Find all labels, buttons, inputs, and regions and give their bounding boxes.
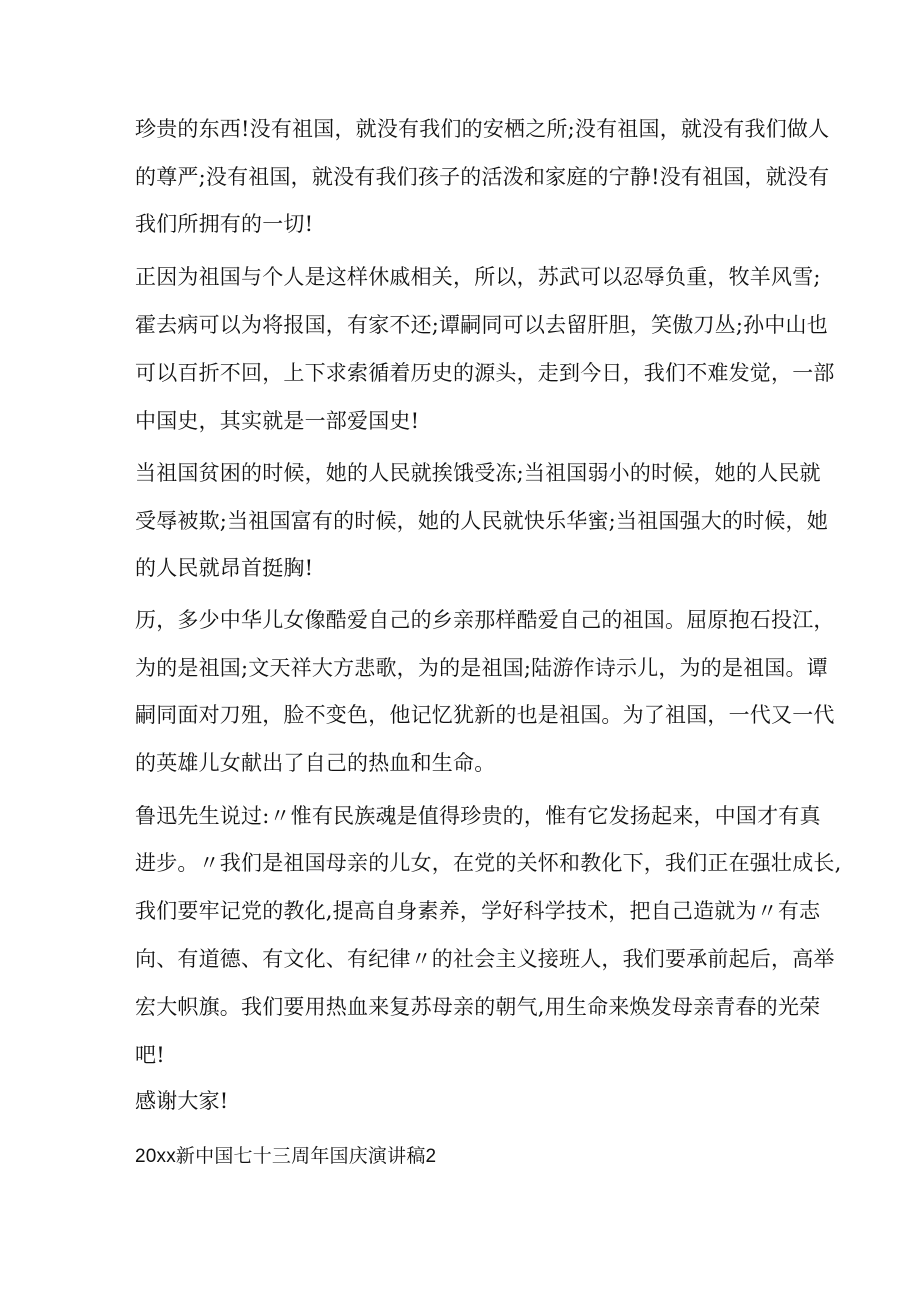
text-line: 鲁迅先生说过:〃惟有民族魂是值得珍贵的，惟有它发扬起来，中国才有真 bbox=[135, 804, 821, 828]
text-line: 珍贵的东西!没有祖国，就没有我们的安栖之所;没有祖国，就没有我们做人 bbox=[135, 117, 830, 141]
text-line: 的尊严;没有祖国，就没有我们孩子的活泼和家庭的宁静!没有祖国，就没有 bbox=[135, 165, 830, 189]
text-line: 霍去病可以为将报国，有家不还;谭嗣同可以去留肝胆，笑傲刀丛;孙中山也 bbox=[135, 313, 828, 337]
text-line: 受辱被欺;当祖国富有的时候，她的人民就快乐华蜜;当祖国强大的时候，她 bbox=[135, 509, 828, 533]
text-line: 的人民就昂首挺胸! bbox=[135, 556, 314, 580]
text-line: 感谢大家! bbox=[135, 1089, 229, 1113]
text-line: 正因为祖国与个人是这样休戚相关，所以，苏武可以忍辱负重，牧羊风雪; bbox=[135, 265, 821, 289]
text-line: 宏大帜旗。我们要用热血来复苏母亲的朝气,用生命来焕发母亲青春的光荣 bbox=[135, 995, 821, 1019]
text-line: 中国史，其实就是一部爱国史! bbox=[135, 409, 420, 433]
text-line: 历，多少中华儿女像酷爱自己的乡亲那样酷爱自己的祖国。屈原抱石投江， bbox=[135, 608, 835, 632]
text-line: 我们所拥有的一切! bbox=[135, 212, 314, 236]
text-line: 我们要牢记党的教化,提高自身素养，学好科学技术，把自己造就为〃有志 bbox=[135, 899, 821, 923]
text-line: 当祖国贫困的时候，她的人民就挨饿受冻;当祖国弱小的时候，她的人民就 bbox=[135, 461, 821, 485]
section-heading: 20xx新中国七十三周年国庆演讲稿2 bbox=[135, 1146, 437, 1167]
text-line: 为的是祖国;文天祥大方悲歌，为的是祖国;陆游作诗示儿，为的是祖国。谭 bbox=[135, 656, 828, 680]
text-line: 可以百折不回，上下求索循着历史的源头，走到今日，我们不难发觉，一部 bbox=[135, 361, 835, 385]
text-line: 吧! bbox=[135, 1043, 165, 1067]
text-line: 的英雄儿女献出了自己的热血和生命。 bbox=[135, 751, 496, 775]
text-line: 向、有道德、有文化、有纪律〃的社会主义接班人，我们要承前起后，高举 bbox=[135, 947, 835, 971]
text-line: 嗣同面对刀殂，脸不变色，他记忆犹新的也是祖国。为了祖国，一代又一代 bbox=[135, 703, 835, 727]
text-line: 进步。〃我们是祖国母亲的儿女，在党的关怀和教化下，我们正在强壮成长, bbox=[135, 851, 842, 875]
